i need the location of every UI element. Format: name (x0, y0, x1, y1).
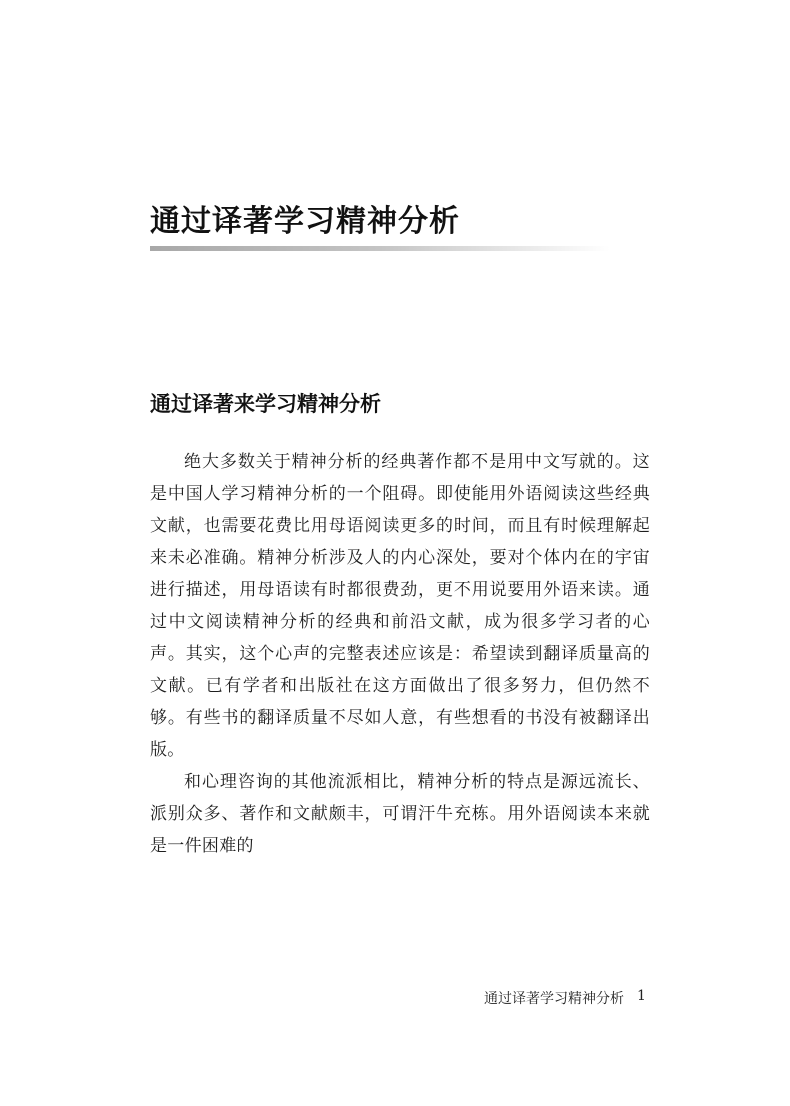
paragraph-1: 绝大多数关于精神分析的经典著作都不是用中文写就的。这是中国人学习精神分析的一个阻碍。即使能用外语阅读这些经典文献，也需要花费比用母语阅读更多的时间，而且有时候理解起来未必准确。精神分析涉及人的内心深处，要对个体内在的宇宙进行描述，用母语读有时都很费劲，更不用说要用外语来读。通过中文阅读精神分析的经典和前沿文献，成为很多学习者的心声。其实，这个心声的完整表述应该是：希望读到翻译质量高的文献。已有学者和出版社在这方面做出了很多努力，但仍然不够。有些书的翻译质量不尽如人意，有些想看的书没有被翻译出版。 (150, 452, 650, 760)
body-text (150, 446, 650, 862)
chapter-title: 通过译著学习精神分析 (150, 204, 460, 239)
section-heading: 通过译著来学习精神分析 (150, 392, 381, 416)
page-number: 1 (637, 988, 646, 1004)
title-underline-rule (150, 246, 610, 251)
running-footer-title: 通过译著学习精神分析 (484, 991, 624, 1007)
paragraph-2: 和心理咨询的其他流派相比，精神分析的特点是源远流长、派别众多、著作和文献颇丰，可谓汗牛充栋。用外语阅读本来就是一件困难的 (150, 772, 650, 856)
